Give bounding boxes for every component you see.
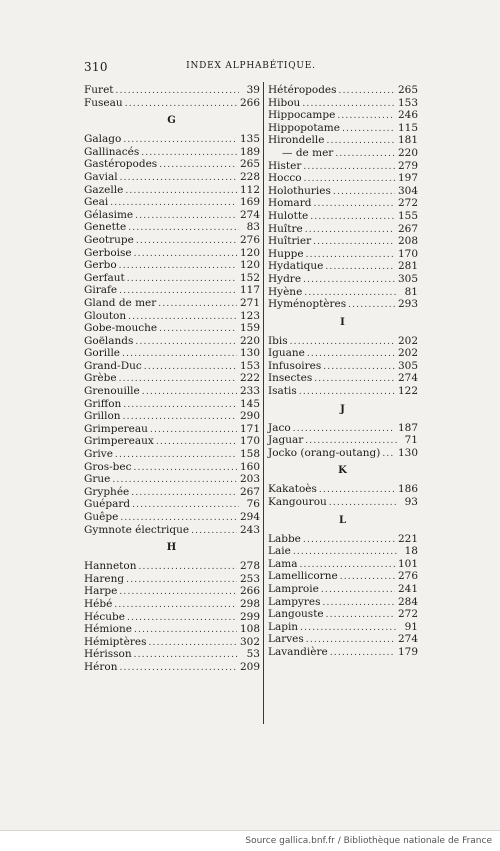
index-entry <box>268 608 418 621</box>
entry-name: Hydre <box>268 272 302 285</box>
entry-page: 267 <box>397 222 418 235</box>
leader-dots <box>382 448 395 461</box>
index-entry <box>84 284 260 297</box>
index-entry <box>84 84 260 97</box>
index-entry <box>84 133 260 146</box>
entry-page: 233 <box>239 385 260 398</box>
index-entry <box>268 621 418 634</box>
entry-page: 197 <box>397 172 418 185</box>
index-entry <box>84 97 260 110</box>
entry-page: 130 <box>239 347 260 360</box>
entry-page: 276 <box>397 570 418 583</box>
index-entry <box>84 272 260 285</box>
section-letter: J <box>340 403 346 415</box>
index-entry <box>84 448 260 461</box>
entry-page: 265 <box>239 158 260 171</box>
leader-dots <box>299 386 395 399</box>
entry-page: 305 <box>397 272 418 285</box>
index-entry <box>84 573 260 586</box>
entry-name: Jaco <box>268 421 291 434</box>
entry-page: 305 <box>397 359 418 372</box>
index-entry <box>268 122 418 135</box>
entry-name: Gryphée <box>84 485 130 498</box>
entry-name: Grimpereau <box>84 422 148 435</box>
entry-name: Gazelle <box>84 183 124 196</box>
entry-page: 302 <box>239 635 260 648</box>
entry-page: 170 <box>239 435 260 448</box>
index-entry <box>268 558 418 571</box>
entry-page: 202 <box>397 334 418 347</box>
index-entry <box>84 347 260 360</box>
index-entry <box>268 533 418 546</box>
index-entry <box>268 185 418 198</box>
entry-name: Gélasime <box>84 208 134 221</box>
entry-name: Larves <box>268 633 304 646</box>
entry-page: 153 <box>397 96 418 109</box>
entry-page: 117 <box>239 284 260 297</box>
leader-dots <box>125 98 237 111</box>
index-entry <box>268 596 418 609</box>
entry-page: 290 <box>239 410 260 423</box>
entry-page: 108 <box>239 623 260 636</box>
entry-name: Jocko (orang-outang) <box>268 446 381 459</box>
index-entry <box>84 234 260 247</box>
entry-page: 179 <box>397 645 418 658</box>
entry-name: Gymnote électrique <box>84 523 190 536</box>
index-entry <box>268 134 418 147</box>
index-entry <box>84 221 260 234</box>
entry-name: Kakatoès <box>268 483 317 496</box>
entry-name: Gobe-mouche <box>84 322 158 335</box>
index-entry <box>84 611 260 624</box>
index-entry <box>268 447 418 460</box>
entry-page: 243 <box>239 523 260 536</box>
entry-page: 222 <box>239 372 260 385</box>
index-entry <box>84 322 260 335</box>
entry-page: 153 <box>239 359 260 372</box>
entry-page: 130 <box>397 446 418 459</box>
entry-name: Gerboise <box>84 246 132 259</box>
index-entry <box>268 210 418 223</box>
entry-page: 220 <box>397 146 418 159</box>
entry-name: Grand-Duc <box>84 359 142 372</box>
index-entry <box>268 545 418 558</box>
entry-page: 299 <box>239 610 260 623</box>
section-letter: G <box>167 115 177 127</box>
entry-page: 83 <box>246 221 260 234</box>
entry-page: 246 <box>397 109 418 122</box>
entry-name: Lavandière <box>268 645 328 658</box>
index-entry <box>84 247 260 260</box>
entry-name: Huître <box>268 222 303 235</box>
entry-page: 274 <box>397 372 418 385</box>
entry-name: Langouste <box>268 608 324 621</box>
entry-name: — de mer <box>282 146 334 159</box>
entry-page: 284 <box>397 595 418 608</box>
entry-name: Hippocampe <box>268 109 336 122</box>
entry-name: Lapin <box>268 620 299 633</box>
entry-name: Hécube <box>84 610 125 623</box>
entry-name: Grèbe <box>84 372 117 385</box>
entry-page: 101 <box>397 557 418 570</box>
entry-page: 160 <box>239 460 260 473</box>
index-entry <box>84 146 260 159</box>
entry-page: 209 <box>239 660 260 673</box>
section-letter: L <box>338 514 348 526</box>
entry-name: Grenouille <box>84 385 140 398</box>
entry-page: 202 <box>397 347 418 360</box>
entry-name: Harpe <box>84 585 118 598</box>
entry-name: Genette <box>84 221 127 234</box>
index-entry <box>84 360 260 373</box>
source-credit: Source gallica.bnf.fr / Bibliothèque nationale de France <box>245 836 492 846</box>
page-header <box>84 60 418 76</box>
entry-name: Lamellicorne <box>268 570 338 583</box>
entry-name: Lama <box>268 557 298 570</box>
entry-page: 181 <box>397 134 418 147</box>
entry-name: Gerbo <box>84 259 117 272</box>
entry-page: 281 <box>397 260 418 273</box>
index-entry <box>84 461 260 474</box>
entry-name: Grimpereaux <box>84 435 154 448</box>
entry-name: Furet <box>84 84 114 96</box>
index-entry <box>84 560 260 573</box>
index-entry <box>84 648 260 661</box>
entry-page: 122 <box>397 385 418 398</box>
index-entry <box>84 661 260 674</box>
entry-page: 171 <box>239 422 260 435</box>
index-entry <box>268 97 418 110</box>
entry-page: 278 <box>239 560 260 573</box>
entry-page: 120 <box>239 259 260 272</box>
entry-name: Huppe <box>268 247 304 260</box>
entry-name: Grive <box>84 448 113 461</box>
leader-dots <box>119 662 236 675</box>
index-entry <box>268 235 418 248</box>
section-letter: K <box>338 465 348 477</box>
entry-page: 39 <box>246 84 260 96</box>
entry-name: Guêpe <box>84 511 119 523</box>
index-entry <box>84 297 260 310</box>
entry-page: 266 <box>239 585 260 598</box>
index-entry <box>84 196 260 209</box>
entry-name: Laie <box>268 545 291 558</box>
running-title: INDEX ALPHABÉTIQUE. <box>186 61 316 71</box>
index-entry <box>268 248 418 261</box>
index-entry <box>268 197 418 210</box>
index-entry <box>268 483 418 496</box>
entry-page: 189 <box>239 145 260 158</box>
leader-dots <box>329 497 397 510</box>
entry-page: 93 <box>404 496 418 509</box>
index-entry <box>268 109 418 122</box>
entry-name: Grillon <box>84 410 121 423</box>
entry-page: 293 <box>397 298 418 311</box>
entry-name: Galago <box>84 133 122 146</box>
entry-name: Gros-bec <box>84 460 132 473</box>
leader-dots <box>191 525 237 538</box>
entry-name: Hippopotame <box>268 121 340 134</box>
index-entry <box>84 486 260 499</box>
index-entry <box>84 335 260 348</box>
entry-page: 272 <box>397 608 418 621</box>
entry-name: Jaguar <box>268 434 304 447</box>
index-entry <box>84 435 260 448</box>
entry-name: Infusoires <box>268 359 322 372</box>
entry-name: Griffon <box>84 397 122 410</box>
entry-page: 155 <box>397 209 418 222</box>
entry-name: Hydatique <box>268 260 324 273</box>
entry-page: 159 <box>239 322 260 335</box>
index-entry <box>84 423 260 436</box>
index-entry <box>268 570 418 583</box>
entry-name: Huîtrier <box>268 235 312 248</box>
entry-page: 276 <box>239 233 260 246</box>
entry-page: 294 <box>239 511 260 523</box>
index-entry <box>84 598 260 611</box>
entry-page: 220 <box>239 334 260 347</box>
entry-page: 158 <box>239 448 260 461</box>
entry-name: Hocco <box>268 172 302 185</box>
entry-name: Gorille <box>84 347 121 360</box>
entry-name: Hulotte <box>268 209 309 222</box>
entry-name: Isatis <box>268 385 297 398</box>
entry-name: Gland de mer <box>84 296 157 309</box>
entry-name: Hanneton <box>84 560 137 573</box>
index-column-right <box>268 84 418 659</box>
index-entry <box>268 422 418 435</box>
entry-page: 145 <box>239 397 260 410</box>
column-divider <box>263 82 264 724</box>
index-entry <box>268 298 418 311</box>
index-entry <box>268 223 418 236</box>
entry-name: Geotrupe <box>84 233 134 246</box>
entry-name: Lampyres <box>268 595 321 608</box>
entry-page: 298 <box>239 597 260 610</box>
entry-name: Héron <box>84 660 118 673</box>
leader-dots <box>330 647 395 660</box>
entry-page: 123 <box>239 309 260 322</box>
index-entry <box>84 585 260 598</box>
index-entry <box>268 646 418 659</box>
index-entry <box>268 360 418 373</box>
entry-page: 279 <box>397 159 418 172</box>
entry-name: Hétéropodes <box>268 84 337 96</box>
entry-page: 267 <box>239 485 260 498</box>
index-entry <box>84 410 260 423</box>
entry-page: 91 <box>404 620 418 633</box>
index-entry <box>268 434 418 447</box>
index-entry <box>268 335 418 348</box>
entry-page: 186 <box>397 483 418 496</box>
index-entry <box>268 347 418 360</box>
entry-name: Gastéropodes <box>84 158 158 171</box>
entry-page: 304 <box>397 184 418 197</box>
section-letter: I <box>340 316 346 328</box>
index-entry <box>84 158 260 171</box>
entry-name: Labbe <box>268 532 301 545</box>
entry-page: 81 <box>404 285 418 298</box>
entry-page: 241 <box>397 583 418 595</box>
entry-name: Hébé <box>84 597 113 610</box>
index-entry <box>84 473 260 486</box>
entry-page: 115 <box>397 121 418 134</box>
index-entry <box>268 583 418 596</box>
entry-page: 221 <box>397 532 418 545</box>
index-entry <box>268 160 418 173</box>
index-entry <box>84 398 260 411</box>
index-entry <box>268 273 418 286</box>
entry-page: 76 <box>246 498 260 511</box>
entry-name: Gerfaut <box>84 271 125 284</box>
index-entry <box>84 372 260 385</box>
index-entry <box>268 260 418 273</box>
entry-name: Gavial <box>84 170 118 183</box>
entry-page: 169 <box>239 196 260 209</box>
entry-name: Fuseau <box>84 96 123 109</box>
index-entry <box>268 372 418 385</box>
entry-name: Hister <box>268 159 302 172</box>
entry-name: Insectes <box>268 372 313 385</box>
index-entry <box>84 623 260 636</box>
entry-page: 271 <box>239 296 260 309</box>
index-entry <box>268 172 418 185</box>
index-entry <box>268 147 418 160</box>
index-entry <box>84 511 260 524</box>
entry-page: 187 <box>397 421 418 434</box>
entry-page: 120 <box>239 246 260 259</box>
index-entry <box>84 184 260 197</box>
index-entry <box>268 385 418 398</box>
index-entry <box>268 84 418 97</box>
entry-name: Geai <box>84 196 109 209</box>
entry-name: Hirondelle <box>268 134 325 147</box>
index-column-left <box>84 84 260 674</box>
index-entry <box>84 209 260 222</box>
page-number: 310 <box>84 60 108 74</box>
entry-page: 266 <box>239 96 260 109</box>
entry-page: 135 <box>239 133 260 146</box>
entry-name: Iguane <box>268 347 305 360</box>
index-entry <box>84 171 260 184</box>
entry-name: Kangourou <box>268 496 327 509</box>
entry-page: 170 <box>397 247 418 260</box>
leader-dots <box>348 299 395 312</box>
entry-page: 112 <box>239 183 260 196</box>
index-entry <box>268 496 418 509</box>
entry-page: 265 <box>397 84 418 96</box>
entry-name: Hyménoptères <box>268 298 347 311</box>
index-entry <box>84 498 260 511</box>
entry-name: Guépard <box>84 498 131 511</box>
entry-page: 272 <box>397 197 418 210</box>
entry-page: 53 <box>246 648 260 661</box>
entry-name: Hibou <box>268 96 301 109</box>
entry-page: 208 <box>397 235 418 248</box>
footer-bar <box>0 830 500 851</box>
entry-page: 253 <box>239 572 260 585</box>
index-entry <box>84 310 260 323</box>
index-entry <box>268 633 418 646</box>
entry-name: Hémiptères <box>84 635 147 648</box>
entry-name: Gallinacés <box>84 145 140 158</box>
entry-name: Homard <box>268 197 312 210</box>
index-entry <box>84 259 260 272</box>
entry-name: Hyène <box>268 285 303 298</box>
entry-name: Goëlands <box>84 334 134 347</box>
entry-name: Hémione <box>84 623 132 636</box>
entry-name: Hérisson <box>84 648 132 661</box>
entry-page: 274 <box>239 208 260 221</box>
entry-page: 274 <box>397 633 418 646</box>
entry-page: 228 <box>239 170 260 183</box>
index-entry <box>84 385 260 398</box>
entry-name: Holothuries <box>268 184 331 197</box>
entry-name: Girafe <box>84 284 118 297</box>
entry-page: 18 <box>404 545 418 558</box>
entry-name: Ibis <box>268 334 288 347</box>
index-entry <box>268 286 418 299</box>
entry-page: 152 <box>239 271 260 284</box>
entry-name: Glouton <box>84 309 127 322</box>
entry-page: 203 <box>239 473 260 486</box>
entry-name: Hareng <box>84 572 125 585</box>
entry-name: Grue <box>84 473 111 486</box>
index-entry <box>84 636 260 649</box>
index-entry <box>84 524 260 537</box>
entry-name: Lamproie <box>268 583 319 595</box>
section-letter: H <box>166 542 178 554</box>
entry-page: 71 <box>404 434 418 447</box>
